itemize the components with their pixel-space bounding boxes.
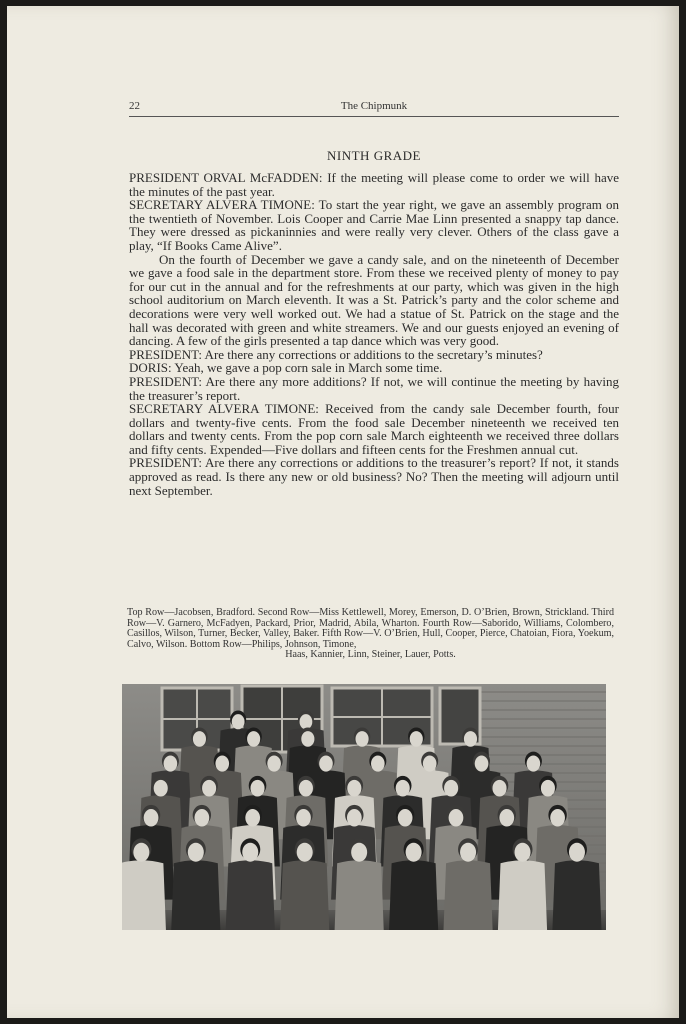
- caption-last-line: Haas, Kannier, Linn, Steiner, Lauer, Potts.: [285, 649, 456, 661]
- section-heading: NINTH GRADE: [327, 148, 421, 163]
- photo-caption: [127, 608, 614, 661]
- minutes-paragraph: PRESIDENT: Are there any corrections or additions to the secretary’s minutes?: [129, 346, 543, 362]
- minutes-paragraph: SECRETARY ALVERA TIMONE: Received from the candy sale December fourth, four dollars and twenty-five cents. From the food sale December nineteenth we received ten dollars and twenty cents. From the pop corn sale March eighteenth we received three dollars and fifty cents. Expended—Five dollars and fifteen cents for the Freshmen annual cut.: [129, 401, 619, 457]
- class-group-photo: [122, 684, 606, 930]
- scanned-page: [7, 6, 679, 1018]
- running-header: [129, 98, 619, 117]
- meeting-minutes-text: [129, 171, 619, 497]
- class-photo-illustration: [122, 684, 606, 930]
- minutes-paragraph: On the fourth of December we gave a candy sale, and on the nineteenth of December we gave a food sale in the department store. From these we received plenty of money to pay for our cut in the annual and for the refreshments at our party, which was given in the high school auditorium on March eleventh. It was a St. Patrick’s party and the color scheme and decorations were very well worked out. We had a statue of St. Patrick on the stage and the hall was decorated with green and white streamers. We and our guests enjoyed an evening of dancing. A few of the girls presented a tap dance which was very good.: [129, 251, 619, 349]
- minutes-paragraph: PRESIDENT: Are there any corrections or additions to the treasurer’s report? If not, it stands approved as read. Is there any new or old business? No? Then the meeting will adjourn until next September.: [129, 455, 619, 498]
- minutes-paragraph: PRESIDENT ORVAL McFADDEN: If the meeting will please come to order we will have the minutes of the past year.: [129, 170, 619, 199]
- page-number: 22: [129, 100, 140, 112]
- publication-title: The Chipmunk: [340, 100, 408, 112]
- caption-main: Top Row—Jacobsen, Bradford. Second Row—Miss Kettlewell, Morey, Emerson, D. O’Brien, Brown, Strickland. Third Row—V. Garnero, McFadyen, Packard, Prior, Madrid, Abila, Wharton. Fourth Row—Saborido, Williams, Colombero, Casillos, Wilson, Turner, Becker, Valley, Baker. Fifth Row—V. O’Brien, Hull, Cooper, Pierce, Chatoian, Fiora, Yoekum, Calvo, Wilson. Bottom Row—Philips, Johnson, Timone,: [127, 607, 614, 650]
- minutes-paragraph: SECRETARY ALVERA TIMONE: To start the year right, we gave an assembly program on the twentieth of November. Lois Cooper and Carrie Mae Linn presented a snappy tap dance. They were dressed as pickaninnies and were really very clever. Others of the class gave a play, “If Books Came Alive”.: [129, 197, 619, 253]
- minutes-paragraph: DORIS: Yeah, we gave a pop corn sale in March some time.: [129, 360, 443, 376]
- minutes-paragraph: PRESIDENT: Are there any more additions? If not, we will continue the meeting by having the treasurer’s report.: [129, 373, 619, 403]
